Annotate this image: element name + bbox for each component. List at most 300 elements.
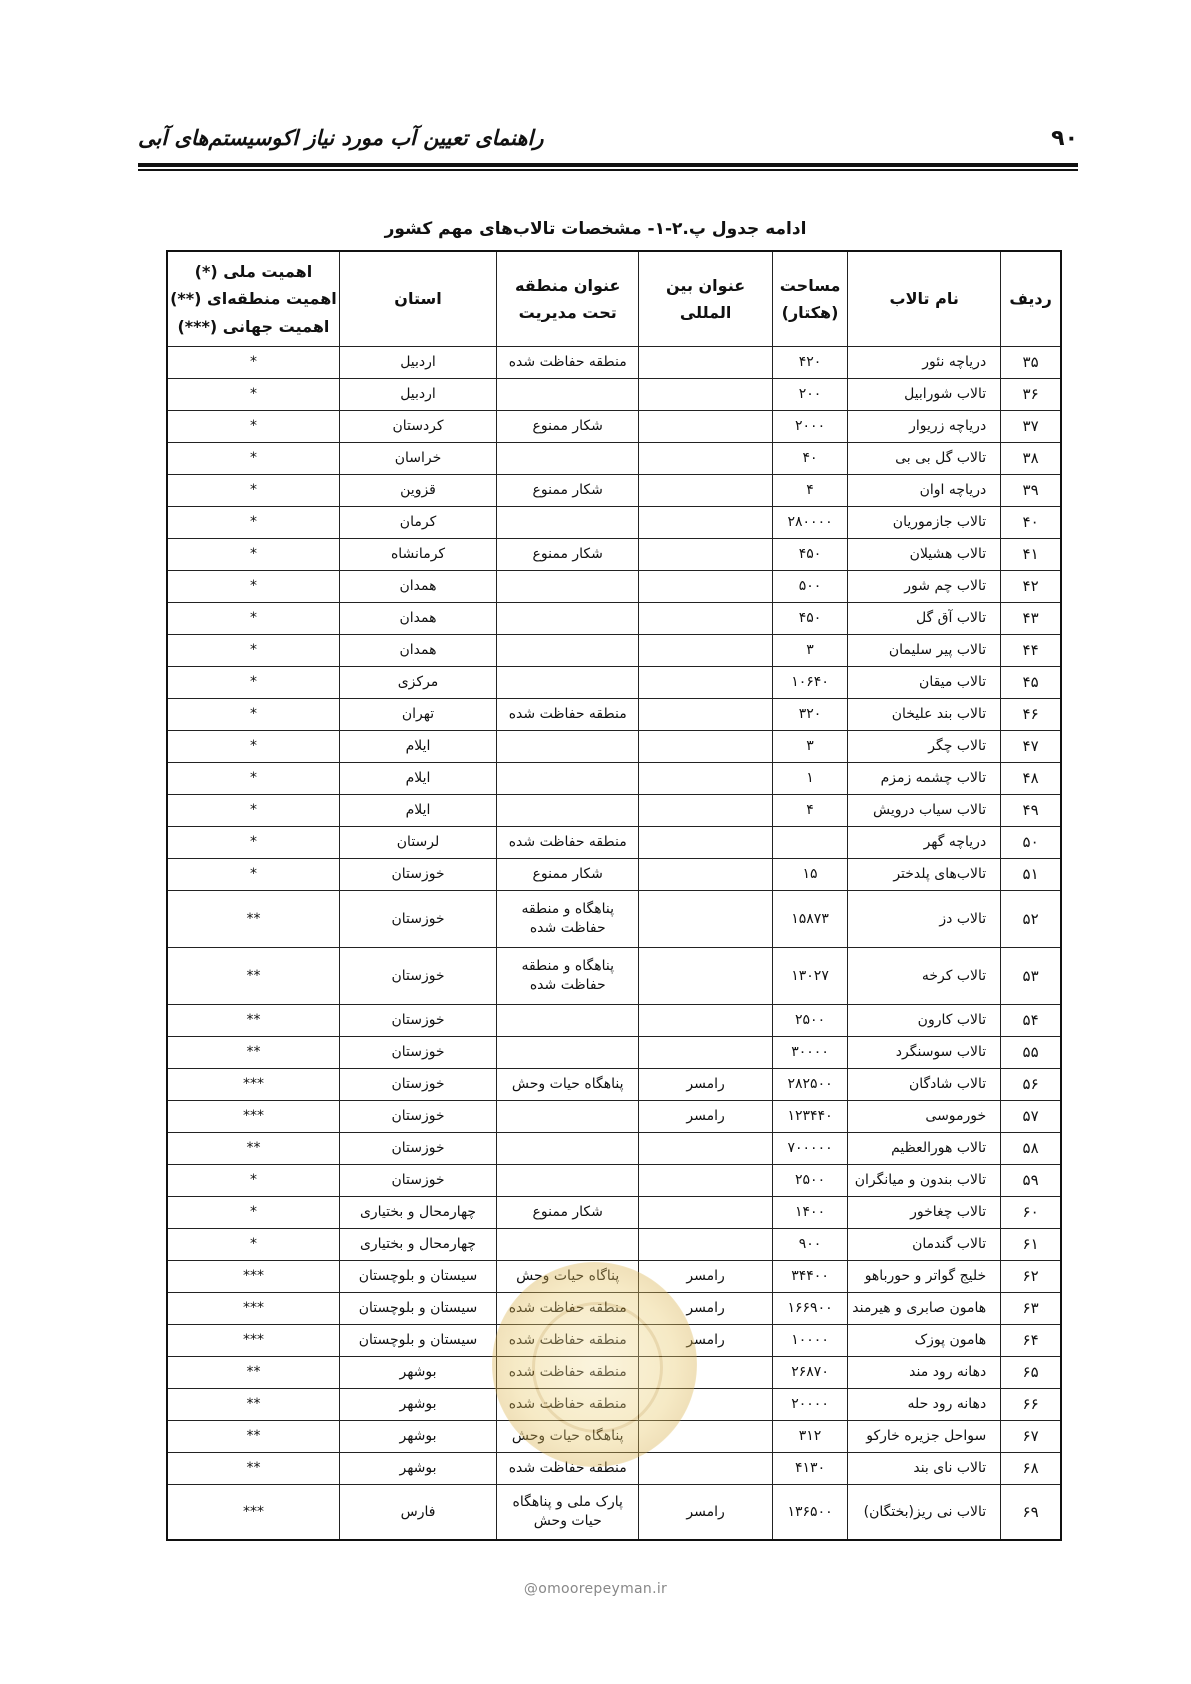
cell-importance: *** xyxy=(167,1261,339,1293)
cell-area: ۱۳۶۵۰۰ xyxy=(772,1485,847,1541)
cell-importance: * xyxy=(167,1229,339,1261)
cell-area: ۴۰ xyxy=(772,443,847,475)
cell-international: رامسر xyxy=(639,1485,773,1541)
cell-wetland-name: تالاب کارون xyxy=(848,1005,1001,1037)
cell-row-number: ۴۱ xyxy=(1001,539,1061,571)
cell-row-number: ۶۹ xyxy=(1001,1485,1061,1541)
cell-importance: *** xyxy=(167,1325,339,1357)
cell-row-number: ۵۴ xyxy=(1001,1005,1061,1037)
cell-wetland-name: تالاب نی ریز(بختگان) xyxy=(848,1485,1001,1541)
table-row xyxy=(167,1005,1061,1037)
cell-importance: * xyxy=(167,667,339,699)
table-row xyxy=(167,827,1061,859)
cell-importance: ** xyxy=(167,1389,339,1421)
cell-row-number: ۴۴ xyxy=(1001,635,1061,667)
cell-management: منطقه حفاظت شده xyxy=(497,827,639,859)
wetlands-table xyxy=(166,250,1062,1541)
cell-importance: * xyxy=(167,347,339,379)
cell-area: ۱۶۶۹۰۰ xyxy=(772,1293,847,1325)
cell-area: ۳۴۴۰۰ xyxy=(772,1261,847,1293)
cell-area: ۵۰۰ xyxy=(772,571,847,603)
cell-wetland-name: تالاب سیاب درویش xyxy=(848,795,1001,827)
cell-importance: * xyxy=(167,1165,339,1197)
cell-management xyxy=(497,635,639,667)
cell-importance: ** xyxy=(167,1005,339,1037)
cell-international xyxy=(639,1037,773,1069)
cell-management xyxy=(497,571,639,603)
table-row xyxy=(167,1197,1061,1229)
cell-province: سیستان و بلوچستان xyxy=(339,1293,496,1325)
cell-international xyxy=(639,411,773,443)
header-area-line2: (هکتار) xyxy=(781,303,839,322)
cell-province: فارس xyxy=(339,1485,496,1541)
cell-management: شکار ممنوع xyxy=(497,1197,639,1229)
cell-area: ۲۸۲۵۰۰ xyxy=(772,1069,847,1101)
cell-wetland-name: تالاب چم شور xyxy=(848,571,1001,603)
header-importance xyxy=(167,251,339,347)
cell-row-number: ۵۵ xyxy=(1001,1037,1061,1069)
cell-row-number: ۶۵ xyxy=(1001,1357,1061,1389)
cell-management: پناهگاه و منطقه حفاظت شده xyxy=(497,891,639,948)
cell-importance: ** xyxy=(167,1037,339,1069)
cell-importance: * xyxy=(167,1197,339,1229)
table-row xyxy=(167,379,1061,411)
cell-wetland-name: تالاب بندون و میانگران xyxy=(848,1165,1001,1197)
cell-area: ۷۰۰۰۰۰ xyxy=(772,1133,847,1165)
cell-province: اردبیل xyxy=(339,379,496,411)
cell-wetland-name: تالاب جازموریان xyxy=(848,507,1001,539)
cell-row-number: ۵۰ xyxy=(1001,827,1061,859)
cell-importance: ** xyxy=(167,1421,339,1453)
cell-international xyxy=(639,475,773,507)
table-row xyxy=(167,411,1061,443)
cell-area: ۲۶۸۷۰ xyxy=(772,1357,847,1389)
cell-management xyxy=(497,603,639,635)
cell-row-number: ۴۶ xyxy=(1001,699,1061,731)
cell-wetland-name: تالاب شورابیل xyxy=(848,379,1001,411)
page-number: ۹۰ xyxy=(1051,126,1078,151)
header-rule-thin xyxy=(138,169,1078,171)
cell-area: ۲۵۰۰ xyxy=(772,1005,847,1037)
cell-international xyxy=(639,379,773,411)
cell-province: خوزستان xyxy=(339,891,496,948)
cell-row-number: ۴۵ xyxy=(1001,667,1061,699)
cell-international xyxy=(639,1229,773,1261)
cell-row-number: ۶۲ xyxy=(1001,1261,1061,1293)
cell-international xyxy=(639,1133,773,1165)
cell-management: پناهگاه حیات وحش xyxy=(497,1069,639,1101)
cell-wetland-name: هامون پوزک xyxy=(848,1325,1001,1357)
cell-wetland-name: تالاب چغاخور xyxy=(848,1197,1001,1229)
cell-management: منطقه حفاظت شده xyxy=(497,1325,639,1357)
cell-row-number: ۴۸ xyxy=(1001,763,1061,795)
header-international: عنوان بین المللی xyxy=(639,251,773,347)
table-row xyxy=(167,763,1061,795)
cell-international xyxy=(639,507,773,539)
cell-management: منطقه حفاظت شده xyxy=(497,1357,639,1389)
cell-area: ۲۰۰۰۰ xyxy=(772,1389,847,1421)
cell-management xyxy=(497,1165,639,1197)
cell-international: رامسر xyxy=(639,1325,773,1357)
cell-international xyxy=(639,443,773,475)
cell-area: ۲۵۰۰ xyxy=(772,1165,847,1197)
cell-row-number: ۵۸ xyxy=(1001,1133,1061,1165)
cell-importance: *** xyxy=(167,1485,339,1541)
table-row xyxy=(167,539,1061,571)
table-row xyxy=(167,347,1061,379)
cell-row-number: ۴۰ xyxy=(1001,507,1061,539)
cell-province: ایلام xyxy=(339,763,496,795)
cell-importance: * xyxy=(167,699,339,731)
cell-management xyxy=(497,763,639,795)
cell-international xyxy=(639,763,773,795)
header-management-line1: عنوان منطقه xyxy=(515,275,621,295)
cell-importance: * xyxy=(167,411,339,443)
cell-province: چهارمحال و بختیاری xyxy=(339,1229,496,1261)
cell-wetland-name: تالاب آق گل xyxy=(848,603,1001,635)
cell-international xyxy=(639,1389,773,1421)
header-province: استان xyxy=(339,251,496,347)
cell-importance: * xyxy=(167,571,339,603)
table-row xyxy=(167,443,1061,475)
cell-international: رامسر xyxy=(639,1101,773,1133)
cell-international xyxy=(639,795,773,827)
cell-row-number: ۶۷ xyxy=(1001,1421,1061,1453)
cell-importance: * xyxy=(167,379,339,411)
header-management xyxy=(497,251,639,347)
cell-row-number: ۳۹ xyxy=(1001,475,1061,507)
table-row xyxy=(167,1037,1061,1069)
cell-province: بوشهر xyxy=(339,1453,496,1485)
cell-international xyxy=(639,948,773,1005)
cell-area: ۳۱۲ xyxy=(772,1421,847,1453)
cell-management xyxy=(497,1037,639,1069)
page-header xyxy=(138,120,1078,168)
cell-wetland-name: دریاچه نئور xyxy=(848,347,1001,379)
header-rule-thick xyxy=(138,163,1078,167)
cell-importance: * xyxy=(167,443,339,475)
cell-row-number: ۴۳ xyxy=(1001,603,1061,635)
cell-province: خوزستان xyxy=(339,1133,496,1165)
table-row xyxy=(167,635,1061,667)
cell-management: پارک ملی و پناهگاه حیات وحش xyxy=(497,1485,639,1541)
table-row xyxy=(167,891,1061,948)
cell-international xyxy=(639,1165,773,1197)
cell-area: ۲۰۰ xyxy=(772,379,847,411)
cell-management: منطقه حفاظت شده xyxy=(497,1389,639,1421)
cell-area: ۴ xyxy=(772,475,847,507)
cell-international xyxy=(639,1453,773,1485)
cell-wetland-name: دریاچه گهر xyxy=(848,827,1001,859)
cell-province: همدان xyxy=(339,635,496,667)
cell-province: ایلام xyxy=(339,795,496,827)
cell-row-number: ۵۱ xyxy=(1001,859,1061,891)
cell-wetland-name: هامون صابری و هیرمند xyxy=(848,1293,1001,1325)
cell-province: خوزستان xyxy=(339,859,496,891)
cell-province: اردبیل xyxy=(339,347,496,379)
table-row xyxy=(167,1453,1061,1485)
cell-management: شکار ممنوع xyxy=(497,411,639,443)
cell-province: لرستان xyxy=(339,827,496,859)
cell-wetland-name: تالاب سوسنگرد xyxy=(848,1037,1001,1069)
cell-row-number: ۵۳ xyxy=(1001,948,1061,1005)
cell-management xyxy=(497,1229,639,1261)
cell-international xyxy=(639,635,773,667)
table-row xyxy=(167,1357,1061,1389)
cell-management: منطقه حفاظت شده xyxy=(497,699,639,731)
cell-international xyxy=(639,1357,773,1389)
cell-importance: * xyxy=(167,475,339,507)
cell-international: رامسر xyxy=(639,1069,773,1101)
cell-area: ۱۴۰۰ xyxy=(772,1197,847,1229)
cell-wetland-name: دهانه رود مند xyxy=(848,1357,1001,1389)
cell-international xyxy=(639,891,773,948)
table-caption: ادامه جدول پ.۲-۱- مشخصات تالاب‌های مهم کشور xyxy=(384,219,807,239)
cell-row-number: ۶۸ xyxy=(1001,1453,1061,1485)
cell-international xyxy=(639,699,773,731)
cell-importance: * xyxy=(167,635,339,667)
table-row xyxy=(167,1261,1061,1293)
cell-area: ۹۰۰ xyxy=(772,1229,847,1261)
cell-province: سیستان و بلوچستان xyxy=(339,1261,496,1293)
cell-wetland-name: تالاب میقان xyxy=(848,667,1001,699)
cell-province: خوزستان xyxy=(339,1165,496,1197)
cell-area xyxy=(772,827,847,859)
cell-importance: * xyxy=(167,763,339,795)
table-row xyxy=(167,1133,1061,1165)
table-row xyxy=(167,859,1061,891)
cell-province: خوزستان xyxy=(339,1037,496,1069)
cell-importance: * xyxy=(167,507,339,539)
table-row xyxy=(167,948,1061,1005)
cell-area: ۲۸۰۰۰۰ xyxy=(772,507,847,539)
table-body xyxy=(167,347,1061,1541)
cell-importance: * xyxy=(167,603,339,635)
watermark-url: @omoorepeyman.ir xyxy=(523,1581,668,1597)
cell-importance: * xyxy=(167,859,339,891)
cell-province: خوزستان xyxy=(339,1005,496,1037)
cell-management xyxy=(497,379,639,411)
table-row xyxy=(167,699,1061,731)
cell-management xyxy=(497,443,639,475)
header-row-number: ردیف xyxy=(1001,251,1061,347)
cell-international xyxy=(639,667,773,699)
cell-management: منطقه حفاظت شده xyxy=(497,347,639,379)
cell-management xyxy=(497,507,639,539)
cell-area: ۳ xyxy=(772,635,847,667)
table-row xyxy=(167,475,1061,507)
cell-row-number: ۴۷ xyxy=(1001,731,1061,763)
cell-row-number: ۵۶ xyxy=(1001,1069,1061,1101)
cell-row-number: ۶۳ xyxy=(1001,1293,1061,1325)
cell-area: ۴۱۳۰ xyxy=(772,1453,847,1485)
cell-province: همدان xyxy=(339,571,496,603)
cell-international xyxy=(639,539,773,571)
cell-management: پناگاه حیات وحش xyxy=(497,1261,639,1293)
cell-wetland-name: تالاب هورالعظیم xyxy=(848,1133,1001,1165)
table-row xyxy=(167,1293,1061,1325)
header-importance-line2: اهمیت منطقه‌ای (**) xyxy=(170,289,337,309)
cell-wetland-name: تالاب چشمه زمزم xyxy=(848,763,1001,795)
cell-importance: * xyxy=(167,827,339,859)
cell-row-number: ۶۴ xyxy=(1001,1325,1061,1357)
cell-area: ۳۲۰ xyxy=(772,699,847,731)
cell-wetland-name: دریاچه اوان xyxy=(848,475,1001,507)
cell-management: شکار ممنوع xyxy=(497,539,639,571)
cell-row-number: ۵۷ xyxy=(1001,1101,1061,1133)
cell-international: رامسر xyxy=(639,1261,773,1293)
cell-province: کرمانشاه xyxy=(339,539,496,571)
cell-management: پناهگاه حیات وحش xyxy=(497,1421,639,1453)
cell-area: ۴۵۰ xyxy=(772,603,847,635)
cell-management xyxy=(497,1133,639,1165)
cell-importance: *** xyxy=(167,1293,339,1325)
cell-importance: * xyxy=(167,731,339,763)
cell-management xyxy=(497,795,639,827)
cell-row-number: ۶۶ xyxy=(1001,1389,1061,1421)
cell-province: بوشهر xyxy=(339,1357,496,1389)
cell-importance: ** xyxy=(167,891,339,948)
table-row xyxy=(167,571,1061,603)
cell-wetland-name: دریاچه زریوار xyxy=(848,411,1001,443)
cell-international xyxy=(639,859,773,891)
cell-area: ۱۳۰۲۷ xyxy=(772,948,847,1005)
table-row xyxy=(167,1421,1061,1453)
cell-importance: *** xyxy=(167,1101,339,1133)
cell-row-number: ۵۲ xyxy=(1001,891,1061,948)
cell-management: منطقه حفاظت شده xyxy=(497,1453,639,1485)
cell-province: سیستان و بلوچستان xyxy=(339,1325,496,1357)
cell-wetland-name: تالاب گل بی بی xyxy=(848,443,1001,475)
cell-international xyxy=(639,571,773,603)
cell-province: کرمان xyxy=(339,507,496,539)
table-row xyxy=(167,1485,1061,1541)
cell-wetland-name: تالاب بند علیخان xyxy=(848,699,1001,731)
cell-management: منطقه حفاظت شده xyxy=(497,1293,639,1325)
cell-area: ۱۰۶۴۰ xyxy=(772,667,847,699)
table-row xyxy=(167,1069,1061,1101)
cell-wetland-name: خورموسی xyxy=(848,1101,1001,1133)
table-row xyxy=(167,1165,1061,1197)
cell-province: همدان xyxy=(339,603,496,635)
cell-province: خراسان xyxy=(339,443,496,475)
cell-province: تهران xyxy=(339,699,496,731)
cell-international xyxy=(639,347,773,379)
cell-area: ۱۰۰۰۰ xyxy=(772,1325,847,1357)
cell-importance: * xyxy=(167,539,339,571)
cell-wetland-name: تالاب چگر xyxy=(848,731,1001,763)
cell-wetland-name: تالاب‌های پلدختر xyxy=(848,859,1001,891)
cell-wetland-name: تالاب دز xyxy=(848,891,1001,948)
table-row xyxy=(167,1229,1061,1261)
cell-importance: * xyxy=(167,795,339,827)
cell-importance: *** xyxy=(167,1069,339,1101)
cell-province: مرکزی xyxy=(339,667,496,699)
cell-international xyxy=(639,827,773,859)
cell-row-number: ۶۱ xyxy=(1001,1229,1061,1261)
cell-wetland-name: تالاب گندمان xyxy=(848,1229,1001,1261)
cell-wetland-name: سواحل جزیره خارکو xyxy=(848,1421,1001,1453)
table-row xyxy=(167,1389,1061,1421)
cell-international xyxy=(639,731,773,763)
cell-importance: ** xyxy=(167,1453,339,1485)
cell-management: پناهگاه و منطقه حفاظت شده xyxy=(497,948,639,1005)
cell-wetland-name: دهانه رود حله xyxy=(848,1389,1001,1421)
cell-area: ۳۰۰۰۰ xyxy=(772,1037,847,1069)
cell-province: بوشهر xyxy=(339,1389,496,1421)
cell-area: ۴ xyxy=(772,795,847,827)
cell-province: کردستان xyxy=(339,411,496,443)
header-importance-line3: اهمیت جهانی (***) xyxy=(177,316,330,336)
table-row xyxy=(167,667,1061,699)
cell-area: ۱۵۸۷۳ xyxy=(772,891,847,948)
cell-importance: ** xyxy=(167,1357,339,1389)
cell-area: ۱ xyxy=(772,763,847,795)
table-row xyxy=(167,731,1061,763)
cell-row-number: ۴۲ xyxy=(1001,571,1061,603)
cell-area: ۴۵۰ xyxy=(772,539,847,571)
cell-row-number: ۴۹ xyxy=(1001,795,1061,827)
cell-row-number: ۳۵ xyxy=(1001,347,1061,379)
cell-area: ۴۲۰ xyxy=(772,347,847,379)
table-row xyxy=(167,1325,1061,1357)
cell-importance: ** xyxy=(167,948,339,1005)
cell-international: رامسر xyxy=(639,1293,773,1325)
cell-area: ۱۵ xyxy=(772,859,847,891)
cell-area: ۳ xyxy=(772,731,847,763)
cell-area: ۲۰۰۰ xyxy=(772,411,847,443)
header-area xyxy=(772,251,847,347)
cell-province: چهارمحال و بختیاری xyxy=(339,1197,496,1229)
cell-province: خوزستان xyxy=(339,1101,496,1133)
cell-row-number: ۵۹ xyxy=(1001,1165,1061,1197)
cell-province: خوزستان xyxy=(339,948,496,1005)
table-row xyxy=(167,507,1061,539)
cell-area: ۱۲۳۴۴۰ xyxy=(772,1101,847,1133)
cell-row-number: ۶۰ xyxy=(1001,1197,1061,1229)
cell-province: قزوین xyxy=(339,475,496,507)
cell-management: شکار ممنوع xyxy=(497,475,639,507)
cell-wetland-name: تالاب شادگان xyxy=(848,1069,1001,1101)
table-header-row xyxy=(167,251,1061,347)
header-importance-line1: اهمیت ملی (*) xyxy=(194,262,313,282)
cell-wetland-name: تالاب نای بند xyxy=(848,1453,1001,1485)
table-row xyxy=(167,1101,1061,1133)
header-area-line1: مساحت xyxy=(779,275,841,295)
cell-province: بوشهر xyxy=(339,1421,496,1453)
cell-management: شکار ممنوع xyxy=(497,859,639,891)
cell-management xyxy=(497,1005,639,1037)
table-row xyxy=(167,603,1061,635)
cell-row-number: ۳۸ xyxy=(1001,443,1061,475)
cell-row-number: ۳۷ xyxy=(1001,411,1061,443)
cell-province: خوزستان xyxy=(339,1069,496,1101)
cell-international xyxy=(639,603,773,635)
cell-wetland-name: تالاب کرخه xyxy=(848,948,1001,1005)
cell-row-number: ۳۶ xyxy=(1001,379,1061,411)
cell-wetland-name: تالاب هشیلان xyxy=(848,539,1001,571)
cell-international xyxy=(639,1421,773,1453)
cell-province: ایلام xyxy=(339,731,496,763)
table-row xyxy=(167,795,1061,827)
cell-management xyxy=(497,1101,639,1133)
cell-wetland-name: تالاب پیر سلیمان xyxy=(848,635,1001,667)
header-management-line2: تحت مدیریت xyxy=(518,303,617,322)
header-wetland-name: نام تالاب xyxy=(848,251,1001,347)
cell-international xyxy=(639,1005,773,1037)
cell-management xyxy=(497,667,639,699)
cell-importance: ** xyxy=(167,1133,339,1165)
